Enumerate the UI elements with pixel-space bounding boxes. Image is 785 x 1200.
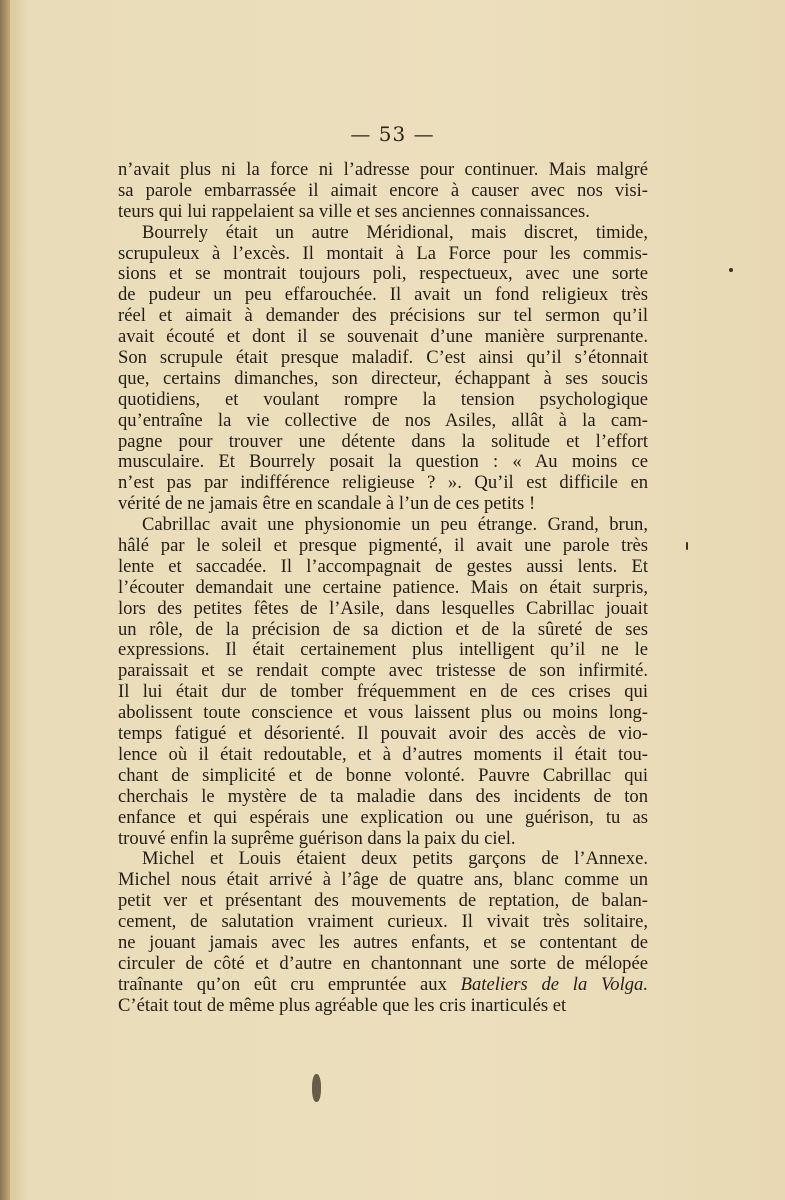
text-line: teurs qui lui rappelaient sa ville et ses anciennes connaissances. [118, 200, 590, 222]
text-line: de pudeur un peu effarouchée. Il avait un fond religieux très [118, 284, 648, 306]
text-line: lors des petites fêtes de l’Asile, dans lesquelles Cabrillac jouait [118, 597, 648, 619]
text-line: musculaire. Et Bourrely posait la question : « Au moins ce [118, 451, 648, 473]
page-number: — 53 — [350, 122, 435, 146]
text-line: chant de simplicité et de bonne volonté. Pauvre Cabrillac qui [118, 764, 648, 786]
text-line: quotidiens, et voulant rompre la tension psychologique [118, 388, 648, 410]
text-line: paraissait et se rendait compte avec tristesse de son infirmité. [118, 660, 648, 682]
text-line: circuler de côté et d’autre en chantonnant une sorte de mélopée [118, 952, 648, 974]
text-line-before-italic: traînante qu’on eût cru empruntée aux [118, 973, 461, 995]
stray-mark [686, 542, 688, 550]
text-line: lente et saccadée. Il l’accompagnait de gestes aussi lents. Et [118, 555, 648, 577]
text-line: lence où il était redoutable, et à d’autres moments il était tou- [118, 743, 648, 765]
text-line: Bourrely était un autre Méridional, mais discret, timide, [142, 221, 648, 243]
text-line: cement, de salutation vraiment curieux. Il vivait très solitaire, [118, 911, 648, 933]
text-line: qu’entraîne la vie collective de nos Asiles, allât à la cam- [118, 409, 648, 431]
text-line: Michel et Louis étaient deux petits garçons de l’Annexe. [142, 848, 648, 870]
text-line: sions et se montrait toujours poli, respectueux, avec une sorte [118, 263, 648, 285]
text-line: cherchais le mystère de ta maladie dans des incidents de ton [118, 785, 648, 807]
text-line: Michel nous était arrivé à l’âge de quatre ans, blanc comme un [118, 869, 648, 891]
text-line-final: C’était tout de même plus agréable que les cris inarticulés et [118, 994, 567, 1016]
text-line: n’est pas par indifférence religieuse ? ». Qu’il est difficile en [118, 472, 648, 494]
text-line: expressions. Il était certainement plus intelligent qu’il ne le [118, 639, 648, 661]
stray-mark [729, 268, 733, 272]
text-line: avait écouté et dont il se souvenait d’une manière surprenante. [118, 326, 648, 348]
text-line: temps fatigué et désorienté. Il pouvait avoir des accès de vio- [118, 723, 648, 745]
text-line: sa parole embarrassée il aimait encore à causer avec nos visi- [118, 179, 648, 201]
text-line: trouvé enfin la suprême guérison dans la paix du ciel. [118, 827, 516, 849]
text-line: abolissent toute conscience et vous laissent plus ou moins long- [118, 702, 648, 724]
text-line: réel et aimait à demander des précisions sur tel sermon qu’il [118, 305, 648, 327]
text-line: Son scrupule était presque maladif. C’est ainsi qu’il s’étonnait [118, 347, 648, 369]
text-line [118, 975, 648, 996]
text-line: que, certains dimanches, son directeur, échappant à ses soucis [118, 367, 648, 389]
text-line: enfance et qui espérais une explication ou une guérison, tu as [118, 806, 648, 828]
text-line: hâlé par le soleil et presque pigmenté, il avait une parole très [118, 535, 648, 557]
text-line: Il lui était dur de tomber fréquemment en de ces crises qui [118, 681, 648, 703]
text-line: n’avait plus ni la force ni l’adresse pour continuer. Mais malgré [118, 159, 648, 180]
text-line: pagne pour trouver une détente dans la solitude et l’effort [118, 430, 648, 452]
ink-blot [312, 1074, 321, 1102]
text-line: vérité de ne jamais être en scandale à l’un de ces petits ! [118, 493, 536, 515]
text-line: un rôle, de la précision de sa diction et de la sûreté de ses [118, 618, 648, 640]
text-line: ne jouant jamais avec les autres enfants, et se contentant de [118, 931, 648, 953]
text-line: petit ver et présentant des mouvements de reptation, de balan- [118, 890, 648, 912]
page-spine-shadow [0, 0, 10, 1200]
text-line: Cabrillac avait une physionomie un peu étrange. Grand, brun, [142, 514, 648, 536]
text-line: l’écouter demandait une certaine patience. Mais on était surpris, [118, 576, 648, 598]
body-text [118, 160, 648, 1017]
text-line: scrupuleux à l’excès. Il montait à La Force pour les commis- [118, 242, 648, 264]
italic-title: Bateliers de la Volga. [460, 973, 649, 995]
